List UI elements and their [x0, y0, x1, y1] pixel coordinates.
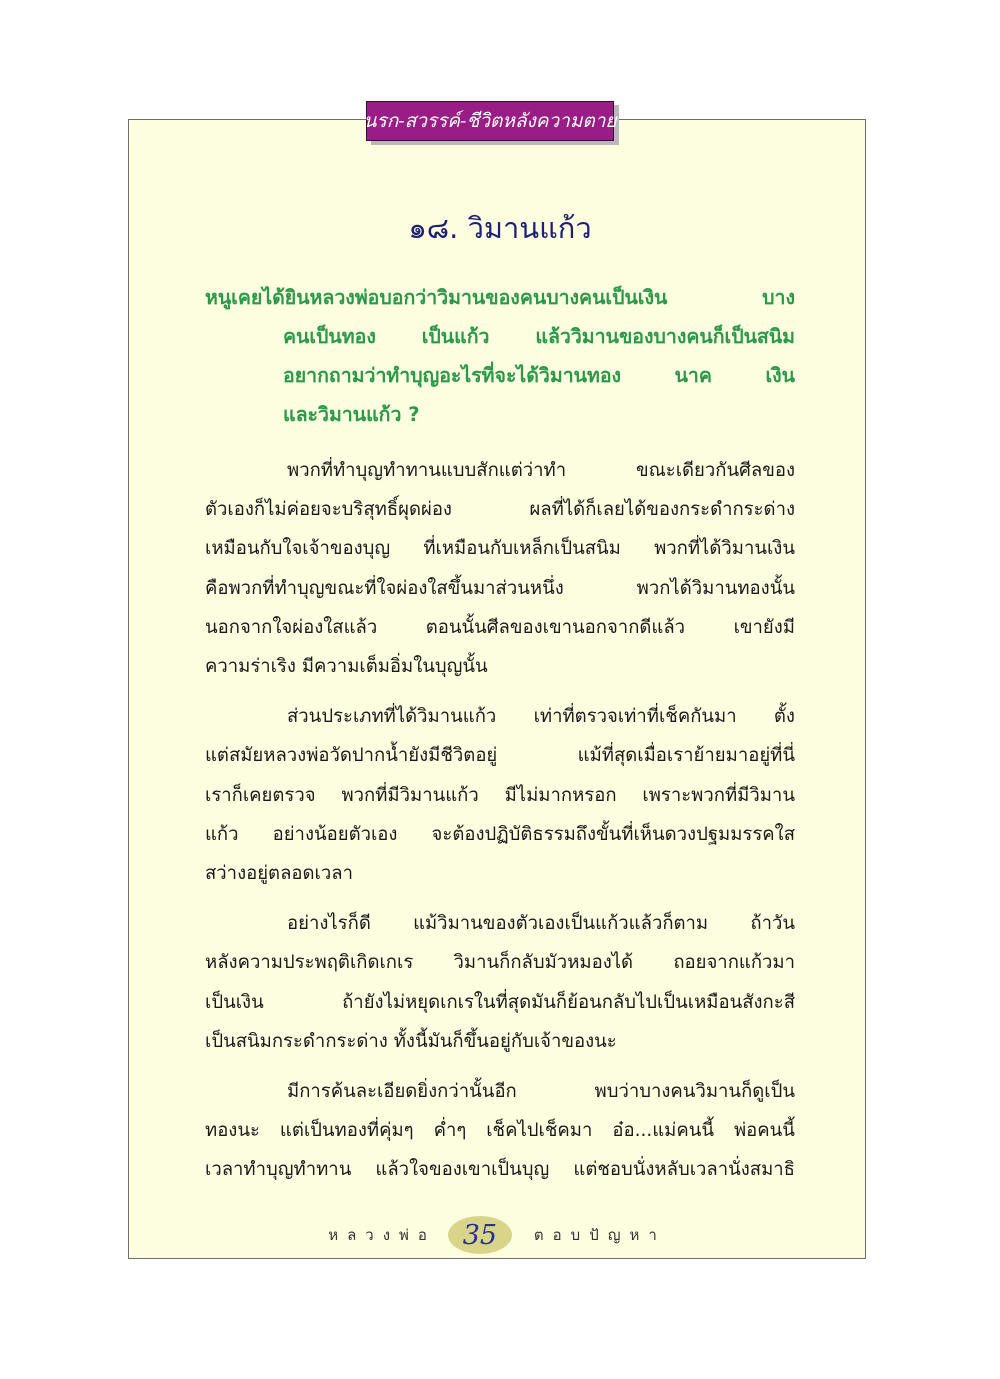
footer-book-title-right: ตอบปัญหา — [533, 1226, 666, 1244]
question-line: คนเป็นทอง เป็นแก้ว แล้ววิมานของบางคนก็เป็นสนิม — [283, 325, 795, 348]
paragraph — [205, 1072, 795, 1190]
text-line: สว่างอยู่ตลอดเวลา — [205, 863, 353, 885]
text-line: เราก็เคยตรวจ พวกที่มีวิมานแก้ว มีไม่มากหรอก เพราะพวกที่มีวิมาน — [205, 784, 795, 806]
text-line: เวลาทำบุญทำทาน แล้วใจของเขาเป็นบุญ แต่ชอบนั่งหลับเวลานั่งสมาธิ — [205, 1159, 795, 1181]
footer-book-title-left: หลวงพ่อ — [328, 1226, 436, 1244]
text-line: เป็นสนิมกระดำกระด่าง ทั้งนี้มันก็ขึ้นอยู่กับเจ้าของนะ — [205, 1030, 617, 1052]
paragraph — [205, 451, 795, 686]
page-number-badge — [448, 1216, 512, 1254]
text-line: ส่วนประเภทที่ได้วิมานแก้ว เท่าที่ตรวจเท่าที่เช็คกันมา ตั้ง — [287, 706, 795, 728]
text-line: ทองนะ แต่เป็นทองที่คุ่มๆ ค่ำๆ เช็คไปเช็คมา อ๋อ...แม่คนนี้ พ่อคนนี้ — [205, 1120, 795, 1142]
question-line: หนูเคยได้ยินหลวงพ่อบอกว่าวิมานของคนบางคนเป็นเงิน บาง — [205, 286, 795, 309]
header-tab-title: นรก-สวรรค์-ชีวิตหลังความตาย — [363, 110, 617, 132]
text-line: หลังความประพฤติเกิดเกเร วิมานก็กลับมัวหมองได้ ถอยจากแก้วมา — [205, 952, 795, 974]
text-line: ความร่าเริง มีความเต็มอิ่มในบุญนั้น — [205, 656, 488, 678]
paragraph — [205, 904, 795, 1061]
question-block — [205, 278, 795, 434]
question-line: อยากถามว่าทำบุญอะไรที่จะได้วิมานทอง นาค เงิน — [283, 364, 795, 387]
text-line: อย่างไรก็ดี แม้วิมานของตัวเองเป็นแก้วแล้วก็ตาม ถ้าวัน — [287, 913, 795, 935]
text-line: คือพวกที่ทำบุญขณะที่ใจผ่องใสขึ้นมาส่วนหนึ่ง พวกได้วิมานทองนั้น — [205, 577, 795, 599]
text-line: เป็นเงิน ถ้ายังไม่หยุดเกเรในที่สุดมันก็ย้อนกลับไปเป็นเหมือนสังกะสี — [205, 991, 795, 1013]
paragraph — [205, 697, 795, 893]
page-number: 35 — [462, 1219, 498, 1251]
text-line: เหมือนกับใจเจ้าของบุญ ที่เหมือนกับเหล็กเป็นสนิม พวกที่ได้วิมานเงิน — [205, 538, 795, 560]
text-line: แก้ว อย่างน้อยตัวเอง จะต้องปฏิบัติธรรมถึงขั้นที่เห็นดวงปฐมมรรคใส — [205, 823, 795, 845]
text-line: นอกจากใจผ่องใสแล้ว ตอนนั้นศีลของเขานอกจากดีแล้ว เขายังมี — [205, 616, 795, 638]
chapter-header-tab — [363, 101, 617, 141]
chapter-title: ๑๘. วิมานแก้ว — [408, 211, 592, 245]
text-line: ตัวเองก็ไม่ค่อยจะบริสุทธิ์ผุดผ่อง ผลที่ได้ก็เลยได้ของกระดำกระด่าง — [205, 499, 795, 521]
text-line: มีการค้นละเอียดยิ่งกว่านั้นอีก พบว่าบางคนวิมานก็ดูเป็น — [287, 1081, 795, 1103]
page-footer — [128, 1213, 866, 1257]
text-line: แต่สมัยหลวงพ่อวัดปากน้ำยังมีชีวิตอยู่ แม้ที่สุดเมื่อเราย้ายมาอยู่ที่นี่ — [205, 745, 795, 767]
answer-body — [205, 451, 795, 1201]
text-line: พวกที่ทำบุญทำทานแบบสักแต่ว่าทำ ขณะเดียวกันศีลของ — [287, 460, 795, 481]
question-line: และวิมานแก้ว ? — [283, 403, 420, 426]
